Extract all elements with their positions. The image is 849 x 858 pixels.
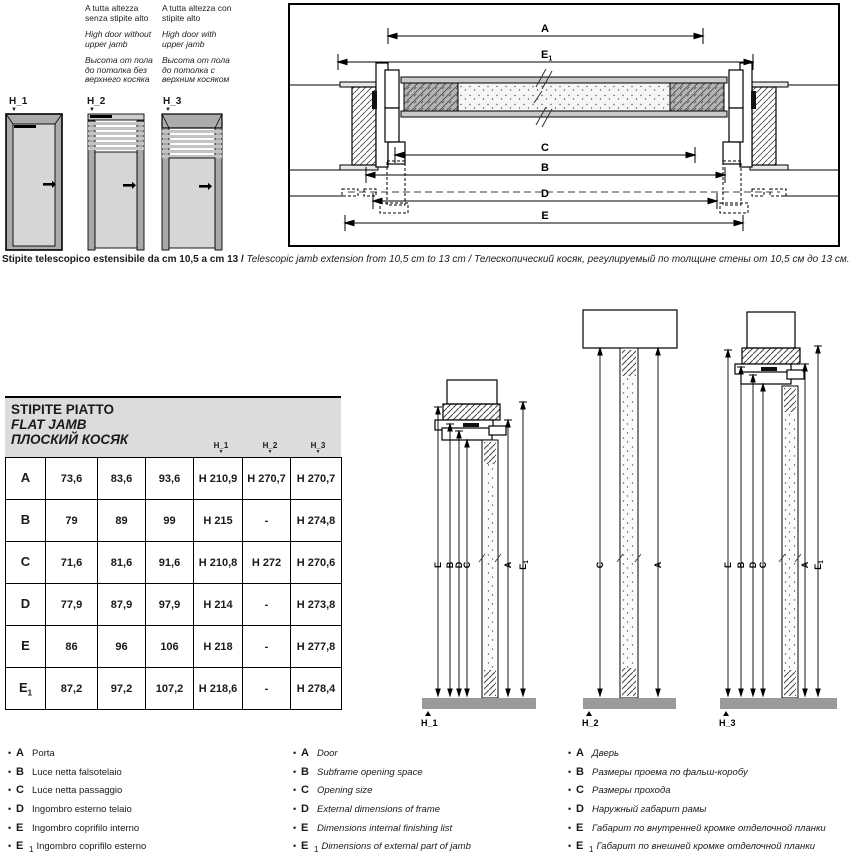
bullet-icon: • bbox=[293, 748, 297, 758]
bullet-icon: • bbox=[293, 841, 297, 852]
legend-item: • D Наружный габарит рамы bbox=[568, 803, 707, 816]
floor bbox=[583, 698, 676, 709]
table-cell: 86 bbox=[46, 626, 98, 668]
col-header-h3: H_3 ▼ bbox=[298, 442, 338, 455]
svg-text:A: A bbox=[503, 561, 513, 569]
section-h2 bbox=[582, 310, 677, 728]
legend-item: • E $_1$ Ingombro coprifilo esterno bbox=[8, 840, 147, 855]
up-arrow-icon bbox=[586, 711, 592, 716]
dim-label-e1: $E_1$ bbox=[541, 49, 553, 63]
note-en: High door without upper jamb bbox=[85, 29, 152, 49]
note-ru: Высота от пола до потолка с верхним косяком bbox=[162, 55, 230, 84]
door-label-h3: H_3 ▼ bbox=[163, 96, 182, 113]
bullet-icon: • bbox=[568, 748, 572, 758]
svg-text:C: C bbox=[462, 561, 472, 569]
dim-label-a: A bbox=[541, 23, 549, 35]
table-cell: 106 bbox=[146, 626, 194, 668]
bullet-icon: • bbox=[293, 822, 297, 833]
table-cell: 97,9 bbox=[146, 584, 194, 626]
table-row bbox=[6, 584, 342, 626]
bullet-icon: • bbox=[8, 841, 12, 852]
row-label: D bbox=[6, 584, 46, 626]
table-cell: H 218 bbox=[194, 626, 243, 668]
table-cell: - bbox=[243, 626, 291, 668]
table-cell: H 210,9 bbox=[194, 458, 243, 500]
svg-text:E: E bbox=[723, 561, 733, 569]
table-row bbox=[6, 668, 342, 710]
caption-bold: Stipite telescopico estensibile da cm 10,5 a cm 13 / bbox=[2, 254, 244, 265]
legend-item: • C Luce netta passaggio bbox=[8, 784, 123, 797]
table-cell: H 215 bbox=[194, 500, 243, 542]
down-arrow-icon: ▼ bbox=[11, 107, 17, 113]
table-cell: - bbox=[243, 500, 291, 542]
door-diagram-h2 bbox=[87, 112, 145, 252]
caption-italic: Telescopic jamb extension from 10,5 cm to 13 cm / Телескопический косяк, регулируемый по толщине стены от 10,5 см до 13 см. bbox=[243, 254, 849, 265]
legend-item: • A Porta bbox=[8, 747, 55, 759]
note-it: A tutta altezza con stipite alto bbox=[162, 3, 232, 23]
legend-item: • D Ingombro esterno telaio bbox=[8, 803, 132, 816]
extension-stripes bbox=[88, 122, 144, 150]
floor bbox=[422, 698, 536, 709]
table-cell: H 214 bbox=[194, 584, 243, 626]
legend-item: • A Дверь bbox=[568, 747, 620, 759]
table-cell: 107,2 bbox=[146, 668, 194, 710]
note-high-door-without-jamb bbox=[85, 4, 161, 92]
svg-text:D: D bbox=[748, 561, 758, 569]
table-cell: 77,9 bbox=[46, 584, 98, 626]
note-en: High door with upper jamb bbox=[162, 29, 217, 49]
up-arrow-icon bbox=[425, 711, 431, 716]
table-cell: 73,6 bbox=[46, 458, 98, 500]
door-diagram-h1 bbox=[5, 112, 63, 252]
bullet-icon: • bbox=[8, 804, 12, 815]
up-arrow-icon bbox=[723, 711, 729, 716]
extension-stripes bbox=[162, 130, 222, 158]
door-label-h2: H_2 ▼ bbox=[87, 96, 106, 113]
table-cell: 97,2 bbox=[98, 668, 146, 710]
table-title-it: STIPITE PIATTO bbox=[11, 402, 115, 417]
table-cell: H 272 bbox=[243, 542, 291, 584]
h3-dimension-lines bbox=[724, 346, 822, 696]
door-diagram-h3 bbox=[161, 112, 223, 252]
down-arrow-icon: ▼ bbox=[89, 107, 95, 113]
table-cell: H 210,8 bbox=[194, 542, 243, 584]
legend-item: • E $_1$ Габарит по внешней кромке отделочной планки bbox=[568, 840, 815, 855]
legend-item: • E Габарит по внутренней кромке отделочной планки bbox=[568, 821, 826, 834]
note-ru: Высота от пола до потолка без верхнего косяка bbox=[85, 55, 153, 84]
bullet-icon: • bbox=[8, 822, 12, 833]
section-label-h1: H_1 bbox=[421, 718, 438, 728]
bullet-icon: • bbox=[568, 804, 572, 815]
h3-dimension-labels bbox=[723, 560, 825, 570]
table-cell: 71,6 bbox=[46, 542, 98, 584]
table bbox=[5, 457, 342, 710]
svg-text:E1: $E_1$ bbox=[813, 560, 825, 570]
legend-italian bbox=[8, 746, 283, 858]
door-panel bbox=[169, 158, 215, 248]
row-label: B bbox=[6, 500, 46, 542]
bullet-icon: • bbox=[8, 785, 12, 796]
down-arrow-icon: ▼ bbox=[165, 107, 171, 113]
table-cell: 91,6 bbox=[146, 542, 194, 584]
table-cell: 81,6 bbox=[98, 542, 146, 584]
svg-text:C: C bbox=[595, 561, 605, 569]
bullet-icon: • bbox=[568, 766, 572, 777]
bullet-icon: • bbox=[293, 804, 297, 815]
section-h1 bbox=[421, 380, 536, 728]
cross-section-drawing bbox=[288, 3, 840, 247]
legend-item: • E Dimensions internal finishing list bbox=[293, 821, 453, 834]
bullet-icon: • bbox=[568, 841, 572, 852]
svg-text:E: E bbox=[433, 561, 443, 569]
svg-text:A: A bbox=[653, 561, 663, 569]
table-cell: H 278,4 bbox=[291, 668, 342, 710]
table-row bbox=[6, 500, 342, 542]
dim-label-e: E bbox=[541, 210, 549, 222]
table-cell: 87,9 bbox=[98, 584, 146, 626]
svg-text:B: B bbox=[445, 561, 455, 569]
table-cell: - bbox=[243, 584, 291, 626]
svg-text:A: A bbox=[800, 561, 810, 569]
bullet-icon: • bbox=[8, 748, 12, 758]
row-label: A bbox=[6, 458, 46, 500]
legend-item: • C Opening size bbox=[293, 784, 373, 797]
table-cell: H 274,8 bbox=[291, 500, 342, 542]
down-arrow-icon: ▼ bbox=[267, 449, 273, 455]
legend-russian bbox=[568, 746, 843, 858]
table-cell: 83,6 bbox=[98, 458, 146, 500]
col-header-h1: H_1 ▼ bbox=[201, 442, 241, 455]
dim-label-d: D bbox=[541, 188, 549, 200]
table-row bbox=[6, 626, 342, 668]
table-cell: 87,2 bbox=[46, 668, 98, 710]
row-label: $E_1$ bbox=[6, 668, 46, 710]
table-cell: H 270,7 bbox=[291, 458, 342, 500]
legend-english bbox=[293, 746, 568, 858]
dim-label-c: C bbox=[541, 142, 549, 154]
door-h1-frame bbox=[6, 114, 62, 250]
bullet-icon: • bbox=[293, 785, 297, 796]
door-top-edge bbox=[14, 125, 36, 128]
table-row bbox=[6, 542, 342, 584]
door-panel bbox=[95, 152, 137, 248]
down-arrow-icon: ▼ bbox=[218, 449, 224, 455]
bullet-icon: • bbox=[568, 822, 572, 833]
legend-item: • B Subframe opening space bbox=[293, 765, 423, 778]
table-cell: H 277,8 bbox=[291, 626, 342, 668]
row-label: C bbox=[6, 542, 46, 584]
legend-item: • B Размеры проема по фальш-коробу bbox=[568, 765, 748, 778]
table-cell: 96 bbox=[98, 626, 146, 668]
table-cell: - bbox=[243, 668, 291, 710]
bullet-icon: • bbox=[293, 766, 297, 777]
h1-dimension-lines bbox=[434, 402, 527, 696]
section-label-h3: H_3 bbox=[719, 718, 736, 728]
table-cell: 93,6 bbox=[146, 458, 194, 500]
table-cell: 89 bbox=[98, 500, 146, 542]
table-cell: H 270,7 bbox=[243, 458, 291, 500]
table-title-ru: ПЛОСКИЙ КОСЯК bbox=[11, 432, 129, 447]
svg-text:E1: $E_1$ bbox=[518, 560, 530, 570]
legend-item: • E $_1$ Dimensions of external part of jamb bbox=[293, 840, 471, 855]
table-title-en: FLAT JAMB bbox=[11, 417, 87, 432]
section-label-h2: H_2 bbox=[582, 718, 599, 728]
legend-item: • C Размеры прохода bbox=[568, 784, 671, 797]
table-header-band bbox=[5, 396, 341, 457]
legend-item: • B Luce netta falsotelaio bbox=[8, 765, 122, 778]
section-h3 bbox=[719, 312, 837, 728]
floor bbox=[720, 698, 837, 709]
note-it: A tutta altezza senza stipite alto bbox=[85, 3, 149, 23]
dimensions-table bbox=[5, 396, 341, 710]
svg-text:C: C bbox=[758, 561, 768, 569]
table-cell: H 273,8 bbox=[291, 584, 342, 626]
svg-text:D: D bbox=[454, 561, 464, 569]
caption bbox=[2, 254, 849, 265]
legend-item: • E Ingombro coprifilo interno bbox=[8, 821, 140, 834]
bullet-icon: • bbox=[568, 785, 572, 796]
legend-item: • D External dimensions of frame bbox=[293, 803, 441, 816]
bullet-icon: • bbox=[8, 766, 12, 777]
door-label-h1: H_1 ▼ bbox=[9, 96, 28, 113]
table-cell: H 270,6 bbox=[291, 542, 342, 584]
row-label: E bbox=[6, 626, 46, 668]
table-cell: 79 bbox=[46, 500, 98, 542]
col-header-h2: H_2 ▼ bbox=[250, 442, 290, 455]
legend-item: • A Door bbox=[293, 747, 338, 759]
note-high-door-with-jamb bbox=[162, 4, 238, 92]
dim-label-b: B bbox=[541, 162, 549, 174]
table-row bbox=[6, 458, 342, 500]
svg-text:B: B bbox=[736, 561, 746, 569]
table-cell: H 218,6 bbox=[194, 668, 243, 710]
vertical-sections-drawing bbox=[405, 300, 842, 730]
table-cell: 99 bbox=[146, 500, 194, 542]
down-arrow-icon: ▼ bbox=[315, 449, 321, 455]
